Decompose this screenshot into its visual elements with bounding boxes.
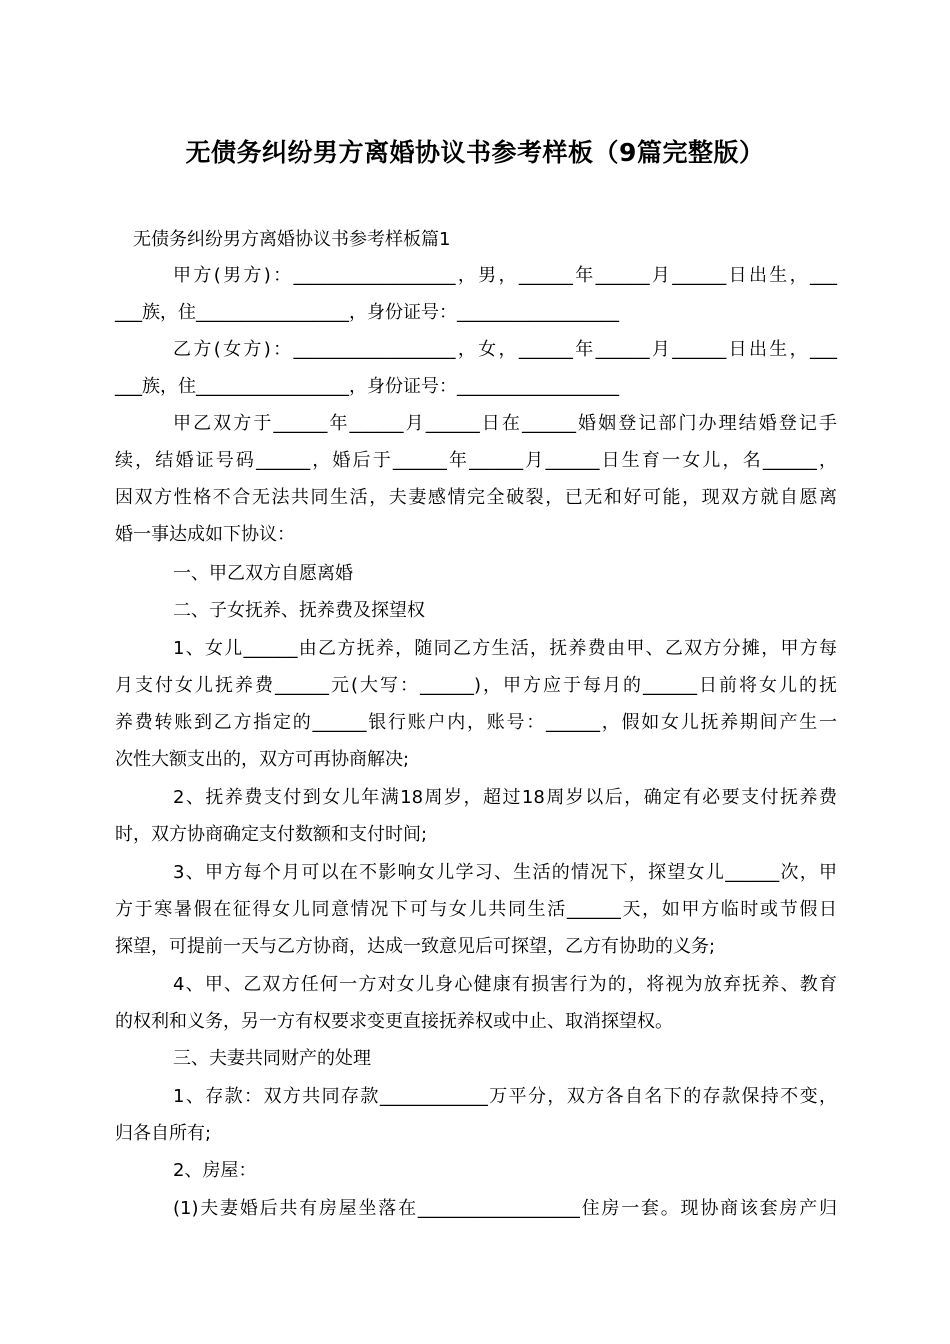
party-b-line-1: 乙方(女方)：__________________，女，______年______月______日出生，___ [173,339,837,360]
paragraph-line: 次性大额支出的，双方可再协商解决; [115,749,410,770]
clause-heading-2: 二、子女抚养、抚养费及探望权 [173,600,425,621]
paragraph-line: 因双方性格不合无法共同生活，夫妻感情完全破裂，已无和好可能，现双方就自愿离 [115,487,837,508]
section-heading: 无债务纠纷男方离婚协议书参考样板篇1 [133,229,451,250]
party-b-line-2: ___族，住_________________，身份证号：__________________ [115,376,619,397]
paragraph-line: 时，双方协商确定支付数额和支付时间; [115,824,428,845]
paragraph-line: 方于寒暑假在征得女儿同意情况下可与女儿共同生活______天，如甲方临时或节假日 [115,899,837,920]
clause-heading-1: 一、甲乙双方自愿离婚 [173,563,353,584]
paragraph-line: 3、甲方每个月可以在不影响女儿学习、生活的情况下，探望女儿______次，甲 [173,862,837,883]
paragraph-line: 甲乙双方于______年______月______日在______婚姻登记部门办理结婚登记手 [173,413,837,434]
party-a-line-1: 甲方(男方)：__________________，男，______年______月______日出生，___ [173,265,837,286]
document-title: 无债务纠纷男方离婚协议书参考样板（9篇完整版） [185,138,765,167]
paragraph-line: 婚一事达成如下协议： [115,524,295,545]
paragraph-line: 2、房屋： [173,1160,257,1181]
paragraph-line: 4、甲、乙双方任何一方对女儿身心健康有损害行为的，将视为放弃抚养、教育 [173,974,837,995]
paragraph-line: 的权利和义务，另一方有权要求变更直接抚养权或中止、取消探望权。 [115,1011,673,1032]
paragraph-line: 探望，可提前一天与乙方协商，达成一致意见后可探望，乙方有协助的义务; [115,936,716,957]
paragraph-line: 归各自所有; [115,1123,212,1144]
party-a-line-2: ___族，住_________________，身份证号：__________________ [115,302,619,323]
paragraph-line: 养费转账到乙方指定的______银行账户内，账号：______，假如女儿抚养期间产生一 [115,712,837,733]
paragraph-line: (1)夫妻婚后共有房屋坐落在__________________住房一套。现协商该套房产归 [173,1198,837,1219]
paragraph-line: 1、存款：双方共同存款____________万平分，双方各自名下的存款保持不变， [173,1086,837,1107]
paragraph-line: 1、女儿______由乙方抚养，随同乙方生活，抚养费由甲、乙双方分摊，甲方每 [173,638,837,659]
paragraph-line: 月支付女儿抚养费______元(大写：______)，甲方应于每月的______日前将女儿的抚 [115,675,837,696]
paragraph-line: 续，结婚证号码______，婚后于______年______月______日生育一女儿，名______， [115,450,837,471]
clause-heading-3: 三、夫妻共同财产的处理 [173,1048,371,1069]
paragraph-line: 2、抚养费支付到女儿年满18周岁，超过18周岁以后，确定有必要支付抚养费 [173,787,837,808]
